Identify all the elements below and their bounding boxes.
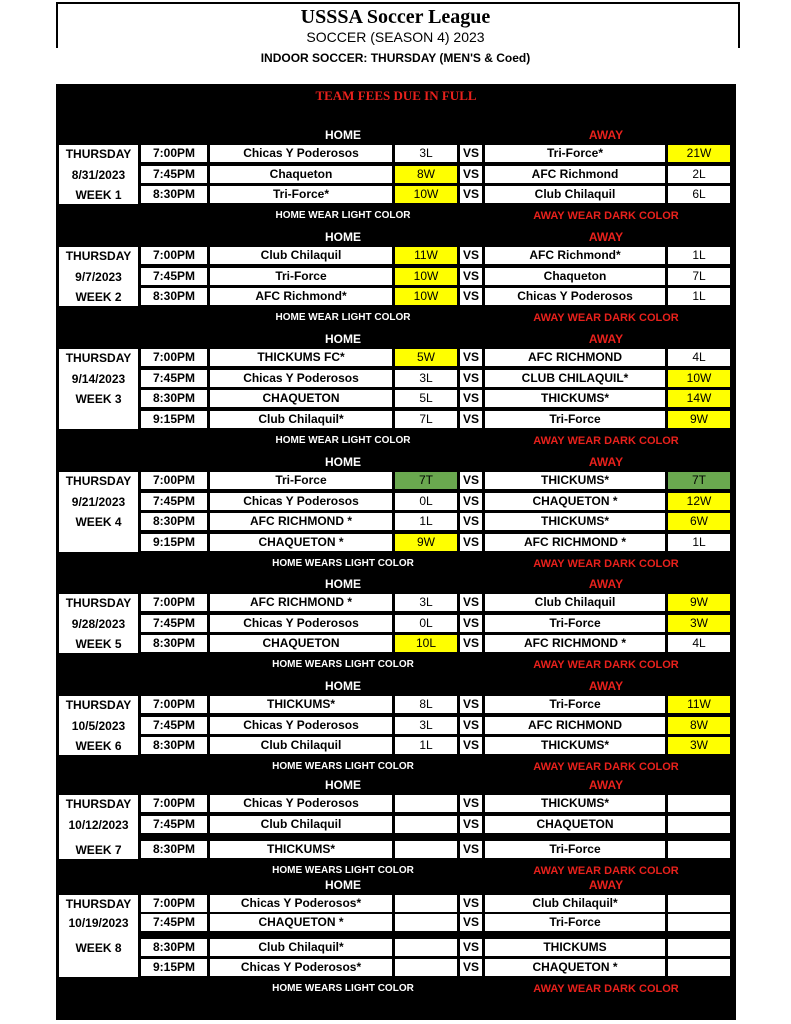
away-score: 14W	[667, 389, 731, 408]
home-team: Club Chilaquil	[209, 736, 393, 755]
week-block	[56, 776, 736, 886]
game-time: 7:00PM	[140, 471, 208, 490]
vs-label: VS	[459, 533, 483, 552]
away-team: Tri-Force	[484, 840, 666, 859]
away-label: AWAY	[588, 577, 624, 591]
date-cell	[58, 471, 139, 553]
game-time: 8:30PM	[140, 634, 208, 653]
game-time: 8:30PM	[140, 512, 208, 531]
game-time: 7:00PM	[140, 894, 208, 913]
home-team: Chicas Y Poderosos	[209, 794, 393, 813]
home-score: 3L	[394, 144, 458, 163]
game-time: 7:45PM	[140, 165, 208, 184]
week-block	[56, 330, 736, 447]
vs-label: VS	[459, 716, 483, 735]
home-score: 8W	[394, 165, 458, 184]
away-score: 11W	[667, 695, 731, 714]
away-score	[667, 840, 731, 859]
home-team: Tri-Force*	[209, 185, 393, 204]
home-score: 10W	[394, 185, 458, 204]
away-score: 1L	[667, 287, 731, 306]
date-label: 9/7/2023	[75, 269, 122, 284]
game-time: 7:00PM	[140, 695, 208, 714]
day-label: THURSDAY	[65, 351, 132, 365]
day-label: THURSDAY	[65, 797, 132, 811]
away-score: 6W	[667, 512, 731, 531]
week-label: WEEK 2	[75, 290, 122, 304]
away-score	[667, 815, 731, 834]
home-team: Club Chilaquil	[209, 246, 393, 265]
fees-banner: TEAM FEES DUE IN FULL	[315, 88, 477, 103]
away-team: THICKUMS*	[484, 736, 666, 755]
away-score: 1L	[667, 533, 731, 552]
week-label: WEEK 7	[75, 843, 122, 857]
date-label: 10/5/2023	[71, 718, 126, 733]
home-score	[394, 938, 458, 957]
home-color-note: HOME WEARS LIGHT COLOR	[272, 659, 414, 670]
away-label: AWAY	[588, 878, 624, 892]
away-team: CLUB CHILAQUIL*	[484, 369, 666, 388]
vs-label: VS	[459, 736, 483, 755]
home-team: Chicas Y Poderosos	[209, 614, 393, 633]
game-time: 7:00PM	[140, 794, 208, 813]
date-cell	[58, 144, 139, 205]
game-time: 8:30PM	[140, 840, 208, 859]
home-score	[394, 894, 458, 913]
week-block	[56, 453, 736, 570]
home-team: Tri-Force	[209, 471, 393, 490]
home-team: CHAQUETON *	[209, 533, 393, 552]
vs-label: VS	[459, 938, 483, 957]
away-color-note: AWAY WEAR DARK COLOR	[533, 983, 679, 995]
away-team: CHAQUETON *	[484, 492, 666, 511]
home-color-note: HOME WEARS LIGHT COLOR	[272, 865, 414, 876]
week-block	[56, 126, 736, 236]
away-label: AWAY	[588, 679, 624, 693]
vs-label: VS	[459, 958, 483, 977]
home-team: Chaqueton	[209, 165, 393, 184]
away-score: 7T	[667, 471, 731, 490]
game-time: 7:45PM	[140, 267, 208, 286]
game-time: 9:15PM	[140, 410, 208, 429]
game-time: 7:45PM	[140, 815, 208, 834]
week-label: WEEK 4	[75, 515, 122, 529]
away-color-note: AWAY WEAR DARK COLOR	[533, 557, 679, 570]
game-time: 9:15PM	[140, 958, 208, 977]
vs-label: VS	[459, 144, 483, 163]
vs-label: VS	[459, 492, 483, 511]
vs-label: VS	[459, 913, 483, 932]
away-team: CHAQUETON *	[484, 958, 666, 977]
away-color-note: AWAY WEAR DARK COLOR	[533, 434, 679, 447]
week-block	[56, 228, 736, 338]
home-color-note: HOME WEARS LIGHT COLOR	[272, 761, 414, 772]
vs-label: VS	[459, 185, 483, 204]
away-score: 9W	[667, 593, 731, 612]
home-team: AFC RICHMOND *	[209, 512, 393, 531]
week-block	[56, 677, 736, 787]
home-score: 10W	[394, 267, 458, 286]
vs-label: VS	[459, 593, 483, 612]
vs-label: VS	[459, 410, 483, 429]
away-score: 3W	[667, 614, 731, 633]
day-label: THURSDAY	[65, 596, 132, 610]
away-team: Club Chilaquil	[484, 593, 666, 612]
home-team: Chicas Y Poderosos	[209, 716, 393, 735]
home-score: 3L	[394, 369, 458, 388]
vs-label: VS	[459, 634, 483, 653]
date-label: 10/19/2023	[68, 916, 129, 930]
away-score: 7L	[667, 267, 731, 286]
game-time: 7:00PM	[140, 348, 208, 367]
home-team: Chicas Y Poderosos	[209, 369, 393, 388]
away-color-note: AWAY WEAR DARK COLOR	[533, 312, 679, 324]
league-title: USSSA Soccer League	[300, 6, 491, 28]
home-score: 1L	[394, 736, 458, 755]
date-label: 10/12/2023	[68, 817, 129, 832]
home-score: 11W	[394, 246, 458, 265]
game-time: 7:00PM	[140, 144, 208, 163]
away-team: Tri-Force	[484, 614, 666, 633]
away-score: 1L	[667, 246, 731, 265]
home-team: THICKUMS FC*	[209, 348, 393, 367]
date-label: 8/31/2023	[71, 167, 126, 182]
date-cell	[58, 348, 139, 430]
home-score: 10L	[394, 634, 458, 653]
home-label: HOME	[325, 455, 361, 469]
game-time: 7:45PM	[140, 614, 208, 633]
game-time: 8:30PM	[140, 736, 208, 755]
vs-label: VS	[459, 471, 483, 490]
week-label: WEEK 3	[75, 392, 122, 406]
date-cell	[58, 246, 139, 307]
vs-label: VS	[459, 695, 483, 714]
home-label: HOME	[325, 577, 361, 591]
home-score: 7T	[394, 471, 458, 490]
away-team: THICKUMS*	[484, 794, 666, 813]
home-team: AFC Richmond*	[209, 287, 393, 306]
home-label: HOME	[325, 230, 361, 244]
week-label: WEEK 6	[75, 739, 122, 753]
away-team: CHAQUETON	[484, 815, 666, 834]
home-score	[394, 815, 458, 834]
home-label: HOME	[325, 878, 361, 892]
home-color-note: HOME WEARS LIGHT COLOR	[272, 983, 414, 994]
away-color-note: AWAY WEAR DARK COLOR	[533, 659, 679, 671]
away-label: AWAY	[588, 332, 624, 346]
date-cell	[58, 695, 139, 756]
game-time: 8:30PM	[140, 938, 208, 957]
away-team: Tri-Force	[484, 410, 666, 429]
vs-label: VS	[459, 369, 483, 388]
away-team: THICKUMS*	[484, 471, 666, 490]
vs-label: VS	[459, 894, 483, 913]
away-score	[667, 938, 731, 957]
vs-label: VS	[459, 165, 483, 184]
vs-label: VS	[459, 614, 483, 633]
away-team: Tri-Force	[484, 695, 666, 714]
home-team: CHAQUETON	[209, 389, 393, 408]
game-time: 8:30PM	[140, 389, 208, 408]
home-score	[394, 794, 458, 813]
away-label: AWAY	[588, 778, 624, 792]
home-label: HOME	[325, 332, 361, 346]
game-time: 7:45PM	[140, 369, 208, 388]
away-score: 3W	[667, 736, 731, 755]
game-time: 8:30PM	[140, 185, 208, 204]
day-label: THURSDAY	[65, 474, 132, 488]
away-label: AWAY	[588, 230, 624, 244]
away-score	[667, 958, 731, 977]
home-score: 9W	[394, 533, 458, 552]
away-team: Chicas Y Poderosos	[484, 287, 666, 306]
game-time: 7:45PM	[140, 492, 208, 511]
away-score: 8W	[667, 716, 731, 735]
home-score: 7L	[394, 410, 458, 429]
away-team: AFC RICHMOND	[484, 716, 666, 735]
home-team: Chicas Y Poderosos	[209, 144, 393, 163]
home-score: 3L	[394, 716, 458, 735]
home-score: 5W	[394, 348, 458, 367]
division-title: INDOOR SOCCER: THURSDAY (MEN'S & Coed)	[260, 51, 531, 65]
home-team: THICKUMS*	[209, 695, 393, 714]
away-color-note: AWAY WEAR DARK COLOR	[533, 210, 679, 222]
home-score: 10W	[394, 287, 458, 306]
away-score	[667, 794, 731, 813]
date-cell	[58, 593, 139, 654]
date-cell	[58, 894, 139, 978]
away-score	[667, 894, 731, 913]
away-color-note: AWAY WEAR DARK COLOR	[533, 761, 679, 773]
home-score: 3L	[394, 593, 458, 612]
away-score: 10W	[667, 369, 731, 388]
away-team: Club Chilaquil	[484, 185, 666, 204]
game-time: 9:15PM	[140, 533, 208, 552]
home-label: HOME	[325, 778, 361, 792]
away-team: THICKUMS*	[484, 389, 666, 408]
away-team: Tri-Force	[484, 913, 666, 932]
home-score: 0L	[394, 614, 458, 633]
away-team: AFC RICHMOND *	[484, 634, 666, 653]
day-label: THURSDAY	[65, 249, 132, 263]
away-team: AFC Richmond	[484, 165, 666, 184]
away-team: Chaqueton	[484, 267, 666, 286]
vs-label: VS	[459, 246, 483, 265]
home-team: Chicas Y Poderosos	[209, 492, 393, 511]
away-team: AFC RICHMOND *	[484, 533, 666, 552]
week-block	[56, 575, 736, 685]
away-score: 4L	[667, 634, 731, 653]
game-time: 7:45PM	[140, 913, 208, 932]
vs-label: VS	[459, 512, 483, 531]
home-team: CHAQUETON *	[209, 913, 393, 932]
vs-label: VS	[459, 815, 483, 834]
away-color-note: AWAY WEAR DARK COLOR	[533, 865, 679, 877]
home-color-note: HOME WEAR LIGHT COLOR	[275, 434, 411, 446]
home-color-note: HOME WEAR LIGHT COLOR	[275, 210, 411, 221]
vs-label: VS	[459, 794, 483, 813]
away-score: 9W	[667, 410, 731, 429]
game-time: 8:30PM	[140, 287, 208, 306]
away-team: THICKUMS	[484, 938, 666, 957]
home-team: Chicas Y Poderosos*	[209, 894, 393, 913]
home-score	[394, 958, 458, 977]
week-label: WEEK 1	[75, 188, 122, 202]
home-score	[394, 913, 458, 932]
home-team: Club Chilaquil*	[209, 938, 393, 957]
away-score: 4L	[667, 348, 731, 367]
home-score	[394, 840, 458, 859]
day-label: THURSDAY	[65, 698, 132, 712]
home-team: AFC RICHMOND *	[209, 593, 393, 612]
away-score: 21W	[667, 144, 731, 163]
away-score: 12W	[667, 492, 731, 511]
home-team: CHAQUETON	[209, 634, 393, 653]
away-label: AWAY	[588, 128, 624, 142]
day-label: THURSDAY	[65, 897, 132, 911]
week-label: WEEK 5	[75, 637, 122, 651]
home-team: Tri-Force	[209, 267, 393, 286]
away-team: Club Chilaquil*	[484, 894, 666, 913]
vs-label: VS	[459, 348, 483, 367]
season-title: SOCCER (SEASON 4) 2023	[306, 29, 485, 45]
home-team: THICKUMS*	[209, 840, 393, 859]
vs-label: VS	[459, 840, 483, 859]
schedule-table	[56, 84, 736, 1020]
date-label: 9/14/2023	[71, 371, 126, 386]
away-team: Tri-Force*	[484, 144, 666, 163]
home-label: HOME	[325, 128, 361, 142]
day-label: THURSDAY	[65, 147, 132, 161]
home-team: Chicas Y Poderosos*	[209, 958, 393, 977]
away-score: 2L	[667, 165, 731, 184]
home-score: 1L	[394, 512, 458, 531]
home-team: Club Chilaquil	[209, 815, 393, 834]
game-time: 7:45PM	[140, 716, 208, 735]
away-label: AWAY	[588, 455, 624, 469]
week-block	[56, 876, 736, 995]
home-color-note: HOME WEAR LIGHT COLOR	[275, 312, 411, 323]
vs-label: VS	[459, 267, 483, 286]
date-label: 9/21/2023	[71, 494, 126, 509]
home-score: 0L	[394, 492, 458, 511]
game-time: 7:00PM	[140, 593, 208, 612]
home-score: 8L	[394, 695, 458, 714]
vs-label: VS	[459, 287, 483, 306]
home-team: Club Chilaquil*	[209, 410, 393, 429]
away-team: AFC RICHMOND	[484, 348, 666, 367]
away-team: THICKUMS*	[484, 512, 666, 531]
home-score: 5L	[394, 389, 458, 408]
away-team: AFC Richmond*	[484, 246, 666, 265]
game-time: 7:00PM	[140, 246, 208, 265]
week-label: WEEK 8	[75, 941, 122, 955]
date-cell	[58, 794, 139, 860]
date-label: 9/28/2023	[71, 616, 126, 631]
home-color-note: HOME WEARS LIGHT COLOR	[272, 557, 414, 569]
away-score	[667, 913, 731, 932]
home-label: HOME	[325, 679, 361, 693]
vs-label: VS	[459, 389, 483, 408]
away-score: 6L	[667, 185, 731, 204]
